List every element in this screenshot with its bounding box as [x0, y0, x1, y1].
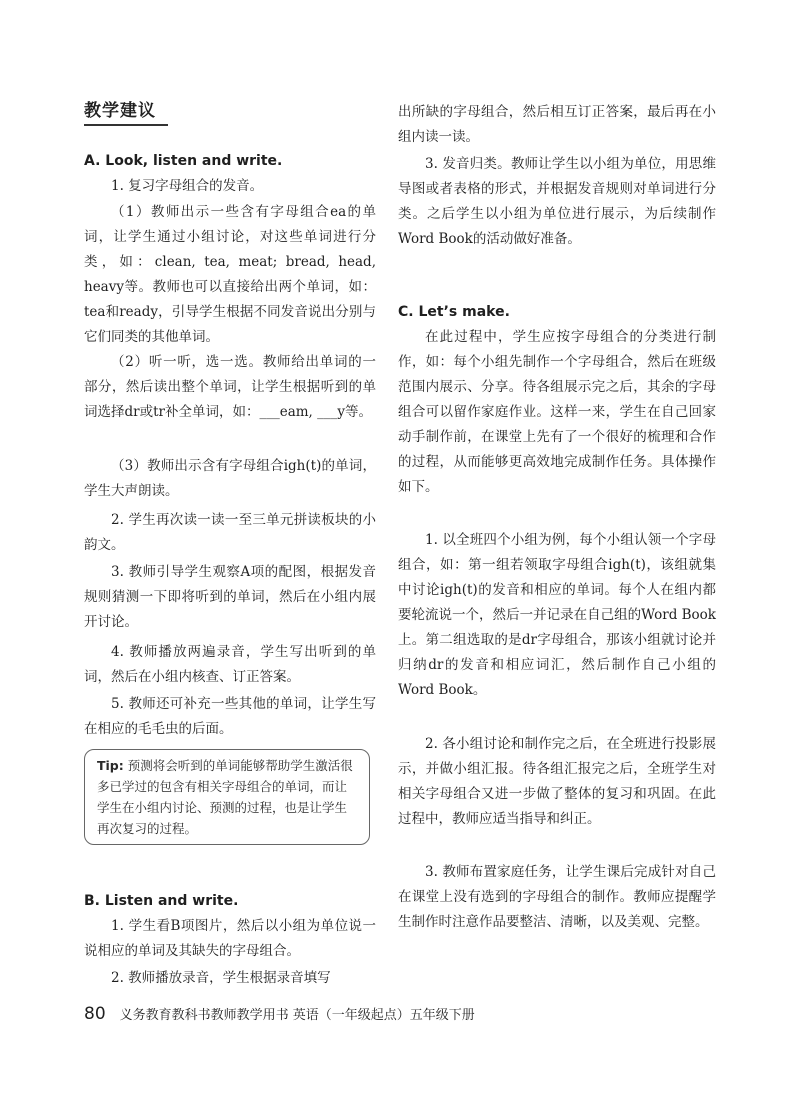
- paragraph-b-3: 3. 发音归类。教师让学生以小组为单位，用思维导图或者表格的形式，并根据发音规则对单词进行分类。之后学生以小组为单位进行展示，为后续制作Word Book的活动做好准备。: [398, 156, 716, 247]
- paragraph-c-2: 1. 以全班四个小组为例，每个小组认领一个字母组合，如：第一组若领取字母组合igh(t)，该组就集中讨论igh(t)的发音和相应的单词。每个人在组内都要轮流说一个，然后一并记录在自己组的Word Book上。第二组选取的是dr字母组合，那该小组就讨论并归纳dr的发音和相应词汇，然后制作自己小组的Word Book。: [398, 532, 716, 698]
- tip-box: [84, 749, 370, 845]
- paragraph-a-5: 2. 学生再次读一读一至三单元拼读板块的小韵文。: [84, 512, 376, 553]
- paragraph-a-7: 4. 教师播放两遍录音，学生写出听到的单词，然后在小组内核查、订正答案。: [84, 644, 376, 685]
- heading-b: B. Listen and write.: [84, 893, 239, 909]
- paragraph-c-4: 3. 教师布置家庭任务，让学生课后完成针对自己在课堂上没有选到的字母组合的制作。教师应提醒学生制作时注意作品要整洁、清晰，以及美观、完整。: [398, 864, 716, 930]
- heading-c: C. Let’s make.: [398, 304, 510, 320]
- paragraph-b-2: 2. 教师播放录音，学生根据录音填写: [111, 970, 331, 986]
- paragraph-a-1: 1. 复习字母组合的发音。: [111, 178, 264, 194]
- paragraph-a-3: （2）听一听，选一选。教师给出单词的一部分，然后读出整个单词，让学生根据听到的单词选择dr或tr补全单词，如：___eam, ___y等。: [84, 354, 376, 420]
- tip-text: 预测将会听到的单词能够帮助学生激活很多已学过的包含有相关字母组合的单词，而让学生在小组内讨论、预测的过程，也是让学生再次复习的过程。: [97, 758, 353, 836]
- paragraph-a-4: （3）教师出示含有字母组合igh(t)的单词，学生大声朗读。: [84, 458, 376, 499]
- paragraph-b-1: 1. 学生看B项图片，然后以小组为单位说一说相应的单词及其缺失的字母组合。: [84, 918, 376, 959]
- section-title-underline: [84, 124, 168, 126]
- paragraph-a-2: （1）教师出示一些含有字母组合ea的单词，让学生通过小组讨论，对这些单词进行分类，如：clean, tea, meat; bread, head, heavy等。教师也可以直接给出两个单词，如：tea和ready，引导学生根据不同发音说出分别与它们同类的其他单词。: [84, 204, 376, 345]
- paragraph-c-1: 在此过程中，学生应按字母组合的分类进行制作，如：每个小组先制作一个字母组合，然后在班级范围内展示、分享。待各组展示完之后，其余的字母组合可以留作家庭作业。这样一来，学生在自己回家动手制作前，在课堂上先有了一个很好的梳理和合作的过程，从而能够更高效地完成制作任务。具体操作如下。: [398, 329, 716, 495]
- section-title: 教学建议: [84, 101, 156, 121]
- paragraph-c-3: 2. 各小组讨论和制作完之后，在全班进行投影展示，并做小组汇报。待各组汇报完之后，全班学生对相关字母组合又进一步做了整体的复习和巩固。在此过程中，教师应适当指导和纠正。: [398, 736, 716, 827]
- paragraph-a-6: 3. 教师引导学生观察A项的配图，根据发音规则猜测一下即将听到的单词，然后在小组内展开讨论。: [84, 564, 376, 630]
- paragraph-b-continued: 出所缺的字母组合，然后相互订正答案，最后再在小组内读一读。: [398, 104, 716, 145]
- tip-label: Tip:: [97, 758, 124, 773]
- heading-a: A. Look, listen and write.: [84, 153, 283, 169]
- page-footer: [84, 1004, 475, 1024]
- page-number: 80: [84, 1004, 106, 1024]
- paragraph-a-8: 5. 教师还可补充一些其他的单词，让学生写在相应的毛毛虫的后面。: [84, 696, 376, 737]
- book-title: 义务教育教科书教师教学用书 英语（一年级起点）五年级下册: [119, 1008, 475, 1023]
